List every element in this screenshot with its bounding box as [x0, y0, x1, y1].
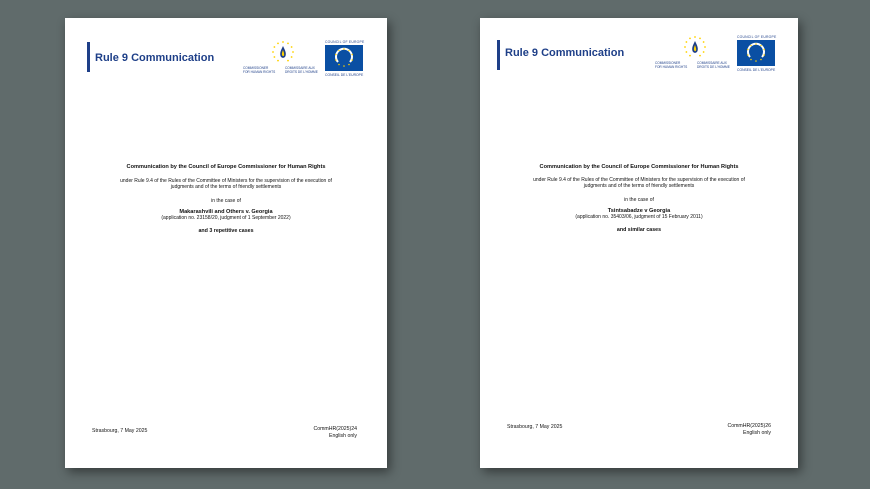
series-accent-bar: [87, 42, 90, 72]
commissioner-label-fr: COMMISSAIRE AUX DROITS DE L'HOMME: [697, 61, 730, 69]
case-name: Makarashvili and Others v. Georgia: [179, 209, 273, 215]
rule-line-2: judgments and of the terms of friendly settlements: [170, 184, 282, 190]
in-case-of-label: in the case of: [624, 197, 654, 203]
document-page-2: [480, 18, 798, 468]
application-details: (application no. 23158/20, judgment of 1 September 2022): [161, 215, 291, 221]
in-case-of-label: in the case of: [211, 198, 241, 204]
additional-cases: and similar cases: [616, 227, 662, 233]
rule-line-1: under Rule 9.4 of the Rules of the Committee of Ministers for the supervision of the execution of: [120, 178, 332, 184]
document-reference-block: [727, 423, 771, 436]
document-reference-block: [313, 426, 357, 439]
coe-label-fr: CONSEIL DE L'EUROPE: [737, 68, 776, 72]
document-reference: CommHR(2025)24: [313, 426, 357, 432]
document-reference: CommHR(2025)26: [727, 423, 771, 429]
commissioner-emblem-icon: [683, 35, 707, 59]
council-of-europe-logo: [737, 35, 777, 75]
application-details: (application no. 35403/06, judgment of 15 February 2011): [575, 214, 703, 220]
coe-label-en: COUNCIL OF EUROPE: [737, 35, 777, 39]
coe-label-en: COUNCIL OF EUROPE: [325, 40, 365, 44]
series-accent-bar: [497, 40, 500, 70]
rule-line-2: judgments and of the terms of friendly settlements: [583, 183, 695, 189]
commissioner-logo: [655, 35, 735, 75]
document-page-1: [65, 18, 387, 468]
council-of-europe-flag-icon: [325, 45, 363, 71]
commissioner-emblem-icon: [271, 40, 295, 64]
commissioner-label-en: COMMISSIONER FOR HUMAN RIGHTS: [655, 61, 688, 69]
language-note: English only: [329, 432, 357, 439]
commissioner-label-fr: COMMISSAIRE AUX DROITS DE L'HOMME: [285, 66, 318, 74]
communication-heading: Communication by the Council of Europe Commissioner for Human Rights: [539, 164, 739, 170]
communication-heading: Communication by the Council of Europe Commissioner for Human Rights: [126, 164, 326, 170]
place-date: Strasbourg, 7 May 2025: [92, 428, 148, 434]
language-note: English only: [743, 429, 771, 436]
council-of-europe-logo: [325, 40, 365, 80]
series-title: Rule 9 Communication: [95, 52, 215, 64]
rule-line-1: under Rule 9.4 of the Rules of the Committee of Ministers for the supervision of the execution of: [533, 177, 745, 183]
coe-label-fr: CONSEIL DE L'EUROPE: [325, 73, 364, 77]
council-of-europe-flag-icon: [737, 40, 775, 66]
place-date: Strasbourg, 7 May 2025: [507, 424, 563, 430]
additional-cases: and 3 repetitive cases: [198, 228, 254, 234]
case-name: Tsintsabadze v Georgia: [607, 208, 671, 214]
series-title: Rule 9 Communication: [505, 47, 625, 59]
commissioner-logo: [243, 40, 323, 80]
commissioner-label-en: COMMISSIONER FOR HUMAN RIGHTS: [243, 66, 276, 74]
